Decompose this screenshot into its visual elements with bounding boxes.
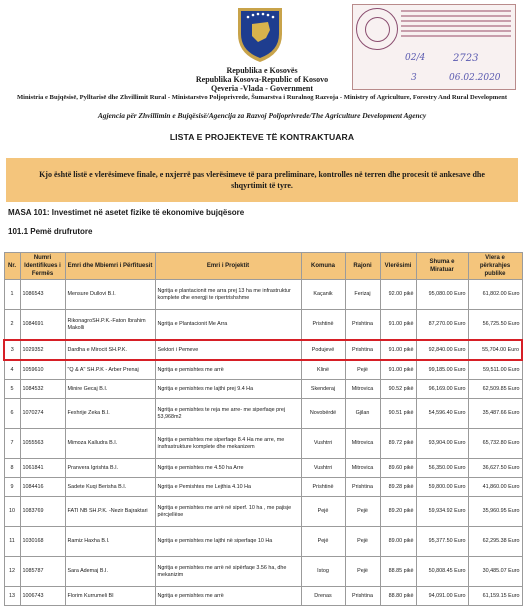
cell-farm-id: 1006743	[20, 587, 65, 606]
notice-text: Kjo është listë e vlerësimeve finale, e nxjerrë pas vlerësimeve të para preliminare, kontrolles në terren dhe procesit të ankesave dhe shqyrtimit të tyre.	[39, 170, 485, 190]
cell-project: Ngritja e pemishtes me lajthi në siperfaqe 10 Ha	[155, 527, 301, 557]
cell-municipality: Vushtrri	[301, 429, 345, 459]
col-header-approved-amount: Shuma e Miratuar	[416, 253, 468, 280]
stamp-protocol: 2723	[453, 53, 479, 64]
cell-region: Mitrovica	[345, 459, 380, 478]
cell-project: Sektori i Pemeve	[155, 340, 301, 360]
cell-farm-id: 1084691	[20, 310, 65, 341]
cell-beneficiary: Mensure Dullovi B.I.	[65, 280, 155, 310]
stamp-number: 02/4	[405, 53, 426, 63]
cell-beneficiary: Sara Ademaj B.I.	[65, 557, 155, 587]
table-row	[4, 527, 522, 557]
cell-beneficiary: Sadete Kuqi Berisha B.I.	[65, 478, 155, 497]
cell-nr: 10	[4, 497, 20, 527]
cell-nr: 5	[4, 380, 20, 399]
cell-project: Ngritja e pemishtes te reja me arre- me siperfaqe prej 53,968m2	[155, 399, 301, 429]
cell-public-support: 65,732.80 Euro	[468, 429, 522, 459]
col-header-farm-id: Numri Identifikues i Fermës	[20, 253, 65, 280]
cell-region: Ferizaj	[345, 280, 380, 310]
cell-approved-amount: 54,596.40 Euro	[416, 399, 468, 429]
measure-heading: MASA 101: Investimet në asetet fizike të ekonomive bujqësore	[8, 208, 245, 217]
cell-farm-id: 1084532	[20, 380, 65, 399]
cell-approved-amount: 93,904.00 Euro	[416, 429, 468, 459]
cell-public-support: 35,487.66 Euro	[468, 399, 522, 429]
cell-project: Ngritja e pemishtes me 4.50 ha Arre	[155, 459, 301, 478]
cell-region: Pejë	[345, 527, 380, 557]
cell-approved-amount: 59,934.92 Euro	[416, 497, 468, 527]
cell-nr: 7	[4, 429, 20, 459]
cell-region: Pejë	[345, 557, 380, 587]
cell-beneficiary: Mimoza Kalludra B.I.	[65, 429, 155, 459]
cell-nr: 4	[4, 360, 20, 380]
cell-public-support: 30,485.07 Euro	[468, 557, 522, 587]
cell-nr: 1	[4, 280, 20, 310]
cell-region: Prishtina	[345, 587, 380, 606]
cell-project: Ngritja e pemishtes me siperfaqe 8.4 Ha me arre, me insfrastrukture komplete dhe mekanizem	[155, 429, 301, 459]
cell-beneficiary: Dardha e Mirocit SH.P.K.	[65, 340, 155, 360]
cell-nr: 6	[4, 399, 20, 429]
cell-beneficiary: Fexhrije Zeka B.I.	[65, 399, 155, 429]
table-header-row	[4, 253, 522, 280]
cell-municipality: Prishtinë	[301, 478, 345, 497]
cell-municipality: Klinë	[301, 360, 345, 380]
cell-municipality: Vushtrri	[301, 459, 345, 478]
cell-project: Ngritja e pemishtes me arrë	[155, 360, 301, 380]
cell-farm-id: 1083769	[20, 497, 65, 527]
cell-municipality: Istog	[301, 557, 345, 587]
cell-farm-id: 1055563	[20, 429, 65, 459]
col-header-public-support: Vlera e përkrahjes publike	[468, 253, 522, 280]
cell-score: 89.20 pikë	[380, 497, 416, 527]
cell-region: Prishtina	[345, 478, 380, 497]
table-row	[4, 587, 522, 606]
cell-approved-amount: 95,377.50 Euro	[416, 527, 468, 557]
cell-beneficiary: Minire Gecaj B.I.	[65, 380, 155, 399]
cell-approved-amount: 50,808.45 Euro	[416, 557, 468, 587]
cell-score: 90.52 pikë	[380, 380, 416, 399]
cell-farm-id: 1084416	[20, 478, 65, 497]
cell-municipality: Pejë	[301, 497, 345, 527]
submeasure-heading: 101.1 Pemë drufrutore	[8, 227, 93, 236]
cell-approved-amount: 99,185.00 Euro	[416, 360, 468, 380]
cell-farm-id: 1061841	[20, 459, 65, 478]
cell-farm-id: 1059610	[20, 360, 65, 380]
cell-nr: 2	[4, 310, 20, 341]
cell-municipality: Podujevë	[301, 340, 345, 360]
cell-public-support: 61,159.15 Euro	[468, 587, 522, 606]
cell-region: Prishtina	[345, 310, 380, 341]
cell-project: Ngritja e plantacionit me arra prej 13 ha me infrastruktur komplete dhe energji te ripertrishshme	[155, 280, 301, 310]
notice-banner	[6, 158, 518, 202]
col-header-beneficiary: Emri dhe Mbiemri i Përfituesit	[65, 253, 155, 280]
cell-public-support: 62,509.85 Euro	[468, 380, 522, 399]
col-header-score: Vlerësimi	[380, 253, 416, 280]
cell-public-support: 62,295.38 Euro	[468, 527, 522, 557]
cell-public-support: 59,511.00 Euro	[468, 360, 522, 380]
cell-project: Ngritja e Plantacionit Me Arra	[155, 310, 301, 341]
table-row	[4, 310, 522, 341]
cell-score: 91.00 pikë	[380, 310, 416, 341]
cell-farm-id: 1070274	[20, 399, 65, 429]
cell-municipality: Skenderaj	[301, 380, 345, 399]
table-row	[4, 360, 522, 380]
table-row	[4, 497, 522, 527]
cell-municipality: Drenas	[301, 587, 345, 606]
cell-public-support: 61,802.00 Euro	[468, 280, 522, 310]
cell-farm-id: 1029352	[20, 340, 65, 360]
table-row	[4, 380, 522, 399]
cell-beneficiary: "Q & A" SH.P.K - Arber Prenaj	[65, 360, 155, 380]
cell-farm-id: 1086543	[20, 280, 65, 310]
cell-approved-amount: 95,080.00 Euro	[416, 280, 468, 310]
cell-nr: 3	[4, 340, 20, 360]
cell-public-support: 35,960.95 Euro	[468, 497, 522, 527]
cell-beneficiary: RikonagroSH.P.K.-Faton Ibrahim Makolli	[65, 310, 155, 341]
cell-approved-amount: 92,840.00 Euro	[416, 340, 468, 360]
page-title: LISTA E PROJEKTEVE TË KONTRAKTUARA	[169, 132, 355, 142]
table-row	[4, 557, 522, 587]
cell-approved-amount: 96,169.00 Euro	[416, 380, 468, 399]
table-row	[4, 399, 522, 429]
cell-approved-amount: 94,091.00 Euro	[416, 587, 468, 606]
cell-score: 89.60 pikë	[380, 459, 416, 478]
cell-nr: 13	[4, 587, 20, 606]
header-republic-multilingual: Republika Kosova-Republic of Kosovo	[195, 75, 329, 84]
table-row	[4, 459, 522, 478]
cell-score: 89.28 pikë	[380, 478, 416, 497]
cell-score: 89.00 pikë	[380, 527, 416, 557]
kosovo-coat-of-arms-logo	[230, 4, 290, 64]
cell-approved-amount: 87,270.00 Euro	[416, 310, 468, 341]
cell-public-support: 36,627.50 Euro	[468, 459, 522, 478]
cell-public-support: 55,704.00 Euro	[468, 340, 522, 360]
cell-municipality: Prishtinë	[301, 310, 345, 341]
header-ministry: Ministria e Bujqësisë, Pylltarisë dhe Zhvillimit Rural - Ministarstvo Poljoprivrede, Šumarstva i Ruralnog Razvoja - Ministry of Agriculture, Forestry And Rural Development	[16, 94, 508, 101]
table-row-highlighted	[4, 340, 522, 360]
cell-approved-amount: 56,350.00 Euro	[416, 459, 468, 478]
cell-region: Prishtina	[345, 340, 380, 360]
cell-score: 91.00 pikë	[380, 340, 416, 360]
header-republic: Republika e Kosovës	[226, 66, 298, 75]
cell-nr: 12	[4, 557, 20, 587]
col-header-nr: Nr.	[4, 253, 20, 280]
cell-beneficiary: Pranvera Igrishta B.I.	[65, 459, 155, 478]
cell-nr: 11	[4, 527, 20, 557]
cell-project: Ngritja e pemishtes me lajthi prej 9.4 Ha	[155, 380, 301, 399]
stamp-date: 06.02.2020	[449, 73, 501, 83]
cell-farm-id: 1085787	[20, 557, 65, 587]
cell-nr: 8	[4, 459, 20, 478]
col-header-municipality: Komuna	[301, 253, 345, 280]
cell-score: 88.80 pikë	[380, 587, 416, 606]
cell-score: 92.00 pikë	[380, 280, 416, 310]
table-row	[4, 280, 522, 310]
cell-region: Mitrovica	[345, 429, 380, 459]
cell-score: 91.00 pikë	[380, 360, 416, 380]
cell-beneficiary: FATI NB SH.P.K. -Nezir Bajraktari	[65, 497, 155, 527]
header-agency: Agjencia për Zhvillimin e Bujqësisë/Agencija za Razvoj Poljoprivrede/The Agriculture Development Agency	[97, 111, 427, 120]
cell-region: Mitrovica	[345, 380, 380, 399]
cell-region: Gjilan	[345, 399, 380, 429]
cell-farm-id: 1030168	[20, 527, 65, 557]
cell-score: 90.51 pikë	[380, 399, 416, 429]
cell-approved-amount: 59,800.00 Euro	[416, 478, 468, 497]
seal-icon	[356, 8, 398, 50]
cell-beneficiary: Florim Kurrumeli BI	[65, 587, 155, 606]
cell-score: 89.72 pikë	[380, 429, 416, 459]
table-row	[4, 429, 522, 459]
cell-public-support: 56,725.50 Euro	[468, 310, 522, 341]
cell-public-support: 41,860.00 Euro	[468, 478, 522, 497]
cell-project: Ngritja e pemishtes me arrë	[155, 587, 301, 606]
cell-region: Pejë	[345, 497, 380, 527]
cell-project: Ngritja e pemishtes me arrë në sipërfaqe 3.56 ha, dhe mekanizim	[155, 557, 301, 587]
stamp-pages: 3	[411, 73, 417, 83]
projects-table	[3, 252, 523, 606]
header-government: Qeveria -Vlada - Government	[211, 84, 313, 93]
cell-project: Ngritja e Pemishtes me Lejthia 4.10 Ha	[155, 478, 301, 497]
cell-region: Pejë	[345, 360, 380, 380]
col-header-region: Rajoni	[345, 253, 380, 280]
cell-nr: 9	[4, 478, 20, 497]
cell-municipality: Pejë	[301, 527, 345, 557]
cell-project: Ngritja e pemishtes me arrë në siperf. 10 ha , me pajisje përcjellëse	[155, 497, 301, 527]
cell-score: 88.85 pikë	[380, 557, 416, 587]
cell-beneficiary: Ramiz Haxha B.I.	[65, 527, 155, 557]
col-header-project: Emri i Projektit	[155, 253, 301, 280]
table-row	[4, 478, 522, 497]
cell-municipality: Kaçanik	[301, 280, 345, 310]
cell-municipality: Novobërdë	[301, 399, 345, 429]
